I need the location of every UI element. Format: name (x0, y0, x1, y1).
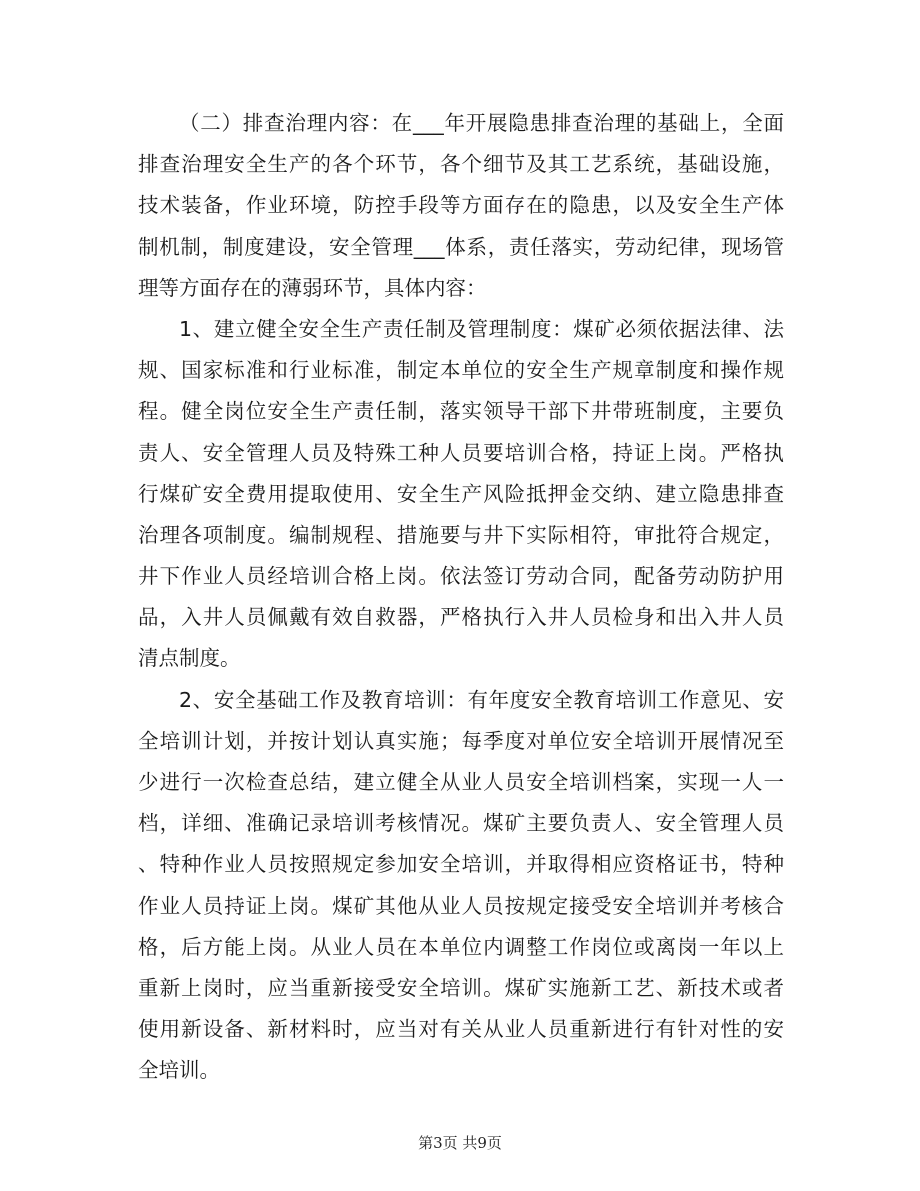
text-line: 治理各项制度。编制规程、措施要与井下实际相符，审批符合规定， (138, 522, 784, 547)
text-line: 品，入井人员佩戴有效自救器，严格执行入井人员检身和出入井人员 (138, 605, 784, 630)
text-line: 2、安全基础工作及教育培训：有年度安全教育培训工作意见、安 (179, 687, 784, 712)
text-line: 作业人员持证上岗。煤矿其他从业人员按规定接受安全培训并考核合 (138, 893, 784, 918)
paragraph-safety-training (138, 680, 784, 1092)
text-line: 程。健全岗位安全生产责任制，落实领导干部下井带班制度，主要负 (138, 399, 784, 424)
text-line: 使用新设备、新材料时，应当对有关从业人员重新进行有针对性的安 (138, 1017, 784, 1042)
text-line: 全培训计划，并按计划认真实施；每季度对单位安全培训开展情况至 (138, 728, 784, 753)
paragraph-inspection-content (138, 103, 784, 309)
text-line: 重新上岗时，应当重新接受安全培训。煤矿实施新工艺、新技术或者 (138, 975, 784, 1000)
text-line: 理等方面存在的薄弱环节，具体内容： (138, 275, 487, 300)
text-line: 档，详细、准确记录培训考核情况。煤矿主要负责人、安全管理人员 (138, 811, 784, 836)
text-line: 排查治理安全生产的各个环节，各个细节及其工艺系统，基础设施， (138, 152, 784, 177)
text-line: 格，后方能上岗。从业人员在本单位内调整工作岗位或离岗一年以上 (138, 934, 784, 959)
text-line: 技术装备，作业环境，防控手段等方面存在的隐患，以及安全生产体 (138, 193, 784, 218)
text-line: 、特种作业人员按照规定参加安全培训，并取得相应资格证书，特种 (138, 852, 784, 877)
text-line: 制机制，制度建设，安全管理___体系，责任落实，劳动纪律，现场管 (138, 234, 784, 259)
text-line: 少进行一次检查总结，建立健全从业人员安全培训档案，实现一人一 (138, 770, 784, 794)
text-line: （二）排查治理内容：在___年开展隐患排查治理的基础上，全面 (179, 111, 784, 135)
text-line: 1、建立健全安全生产责任制及管理制度：煤矿必须依据法律、法 (179, 316, 784, 341)
page-number-footer: 第3页 共9页 (418, 1134, 502, 1152)
text-line: 责人、安全管理人员及特殊工种人员要培训合格，持证上岗。严格执 (138, 440, 784, 465)
text-line: 清点制度。 (138, 646, 241, 671)
text-line: 井下作业人员经培训合格上岗。依法签订劳动合同，配备劳动防护用 (138, 564, 784, 589)
text-line: 规、国家标准和行业标准，制定本单位的安全生产规章制度和操作规 (138, 358, 784, 383)
paragraph-responsibility-system (138, 309, 784, 680)
text-line: 行煤矿安全费用提取使用、安全生产风险抵押金交纳、建立隐患排查 (138, 481, 784, 506)
text-line: 全培训。 (138, 1058, 220, 1083)
document-body (138, 103, 784, 1092)
